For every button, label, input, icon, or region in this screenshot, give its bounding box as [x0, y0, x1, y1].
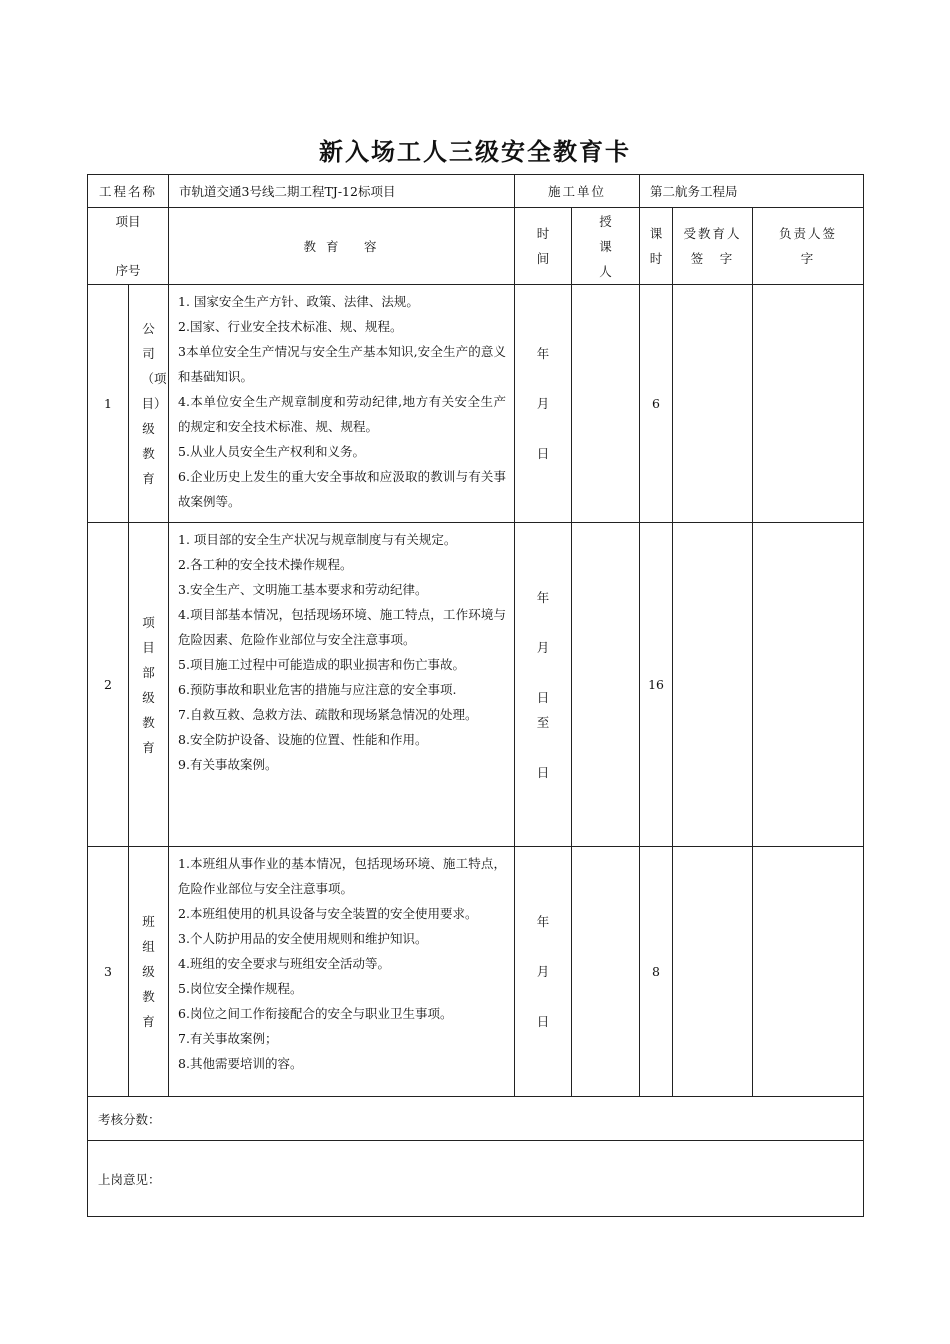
- time-day-end: 日: [536, 764, 550, 780]
- row-level: 班组级教育: [142, 914, 155, 1029]
- row-time: [515, 523, 572, 847]
- construction-unit-value: 第二航务工程局: [640, 175, 864, 208]
- row-level: 公司（项目）级教育: [141, 321, 167, 486]
- list-item: 4.项目部基本情况，包括现场环境、施工特点，工作环境与危险因素、危险作业部位与安全注意事项。: [178, 607, 507, 647]
- score-field[interactable]: [88, 1097, 864, 1141]
- opinion-field[interactable]: [88, 1141, 864, 1217]
- time-day: 日: [536, 1014, 550, 1029]
- list-item: 6.预防事故和职业危害的措施与应注意的安全事项.: [178, 682, 457, 697]
- row-trainee-sign: [673, 847, 753, 1097]
- row-teacher: [572, 285, 640, 523]
- seq-header: 序号: [115, 263, 141, 278]
- row-manager-sign: [753, 523, 864, 847]
- list-item: 9.有关事故案例。: [178, 757, 278, 772]
- list-item: 1. 国家安全生产方针、政策、法律、法规。: [178, 294, 419, 309]
- project-name-value: 市轨道交通3号线二期工程TJ-12标项目: [169, 175, 515, 208]
- time-year: 年: [536, 346, 550, 361]
- list-item: 3.安全生产、文明施工基本要求和劳动纪律。: [178, 582, 428, 597]
- item-seq-header: [88, 208, 169, 285]
- construction-unit-label: 施工单位: [515, 175, 640, 208]
- table-row: [88, 847, 864, 1097]
- column-header-row: [88, 208, 864, 285]
- row-content: [169, 523, 515, 847]
- list-item: 5.岗位安全操作规程。: [178, 981, 303, 996]
- list-item: 7.有关事故案例；: [178, 1031, 278, 1046]
- item-header: 项目: [115, 214, 141, 229]
- row-trainee-sign: [673, 285, 753, 523]
- list-item: 4.本单位安全生产规章制度和劳动纪律,地方有关安全生产的规定和安全技术标准、规、规程。: [178, 394, 507, 434]
- row-manager-sign: [753, 285, 864, 523]
- row-teacher: [572, 523, 640, 847]
- opinion-label: 上岗意见：: [98, 1171, 161, 1187]
- manager-sign-header: 负责人签字: [753, 208, 864, 285]
- row-trainee-sign: [673, 523, 753, 847]
- trainee-sign-header: 受教育人签 字: [673, 208, 753, 285]
- time-year: 年: [536, 589, 550, 605]
- score-label: 考核分数：: [98, 1111, 161, 1127]
- table-row: [88, 285, 864, 523]
- row-time: [515, 285, 572, 523]
- time-day: 日: [536, 446, 550, 461]
- row-seq: 3: [88, 847, 129, 1097]
- time-month: 月: [536, 964, 550, 979]
- row-hours: 8: [640, 847, 673, 1097]
- list-item: 2.国家、行业安全技术标准、规、规程。: [178, 319, 403, 334]
- project-info-row: [88, 175, 864, 208]
- page-title: 新入场工人三级安全教育卡: [319, 137, 631, 166]
- time-to: 至: [536, 714, 550, 730]
- education-card-table: [87, 174, 864, 1217]
- hours-header: 课时: [649, 226, 663, 266]
- list-item: 5.项目施工过程中可能造成的职业损害和伤亡事故。: [178, 657, 465, 672]
- list-item: 1.本班组从事作业的基本情况，包括现场环境、施工特点，危险作业部位与安全注意事项。: [178, 856, 507, 896]
- list-item: 5.从业人员安全生产权利和义务。: [178, 444, 365, 459]
- row-manager-sign: [753, 847, 864, 1097]
- list-item: 2.各工种的安全技术操作规程。: [178, 557, 353, 572]
- time-header: 时间: [536, 226, 550, 266]
- time-month: 月: [536, 639, 550, 655]
- row-seq: 2: [88, 523, 129, 847]
- row-content: [169, 285, 515, 523]
- score-row: [88, 1097, 864, 1141]
- list-item: 6.岗位之间工作衔接配合的安全与职业卫生事项。: [178, 1006, 453, 1021]
- list-item: 6.企业历史上发生的重大安全事故和应汲取的教训与有关事故案例等。: [178, 469, 507, 509]
- row-teacher: [572, 847, 640, 1097]
- content-header: 教 育 容: [169, 208, 515, 285]
- row-hours: 6: [640, 285, 673, 523]
- list-item: 3.个人防护用品的安全使用规则和维护知识。: [178, 931, 428, 946]
- row-content: [169, 847, 515, 1097]
- row-level: 项目部级教育: [142, 614, 155, 755]
- list-item: 8.安全防护设备、设施的位置、性能和作用。: [178, 732, 428, 747]
- teacher-header: 授课人: [599, 213, 612, 279]
- time-month: 月: [536, 396, 550, 411]
- project-name-label: 工程名称: [88, 175, 169, 208]
- list-item: 3本单位安全生产情况与安全生产基本知识,安全生产的意义和基础知识。: [178, 344, 507, 384]
- row-time: [515, 847, 572, 1097]
- row-hours: 16: [640, 523, 673, 847]
- list-item: 8.其他需要培训的容。: [178, 1056, 303, 1071]
- table-row: [88, 523, 864, 847]
- list-item: 4.班组的安全要求与班组安全活动等。: [178, 956, 390, 971]
- row-seq: 1: [88, 285, 129, 523]
- list-item: 7.自救互救、急救方法、疏散和现场紧急情况的处理。: [178, 707, 478, 722]
- opinion-row: [88, 1141, 864, 1217]
- time-day: 日: [536, 689, 550, 705]
- list-item: 1. 项目部的安全生产状况与规章制度与有关规定。: [178, 532, 457, 547]
- time-year: 年: [536, 914, 550, 929]
- list-item: 2.本班组使用的机具设备与安全装置的安全使用要求。: [178, 906, 478, 921]
